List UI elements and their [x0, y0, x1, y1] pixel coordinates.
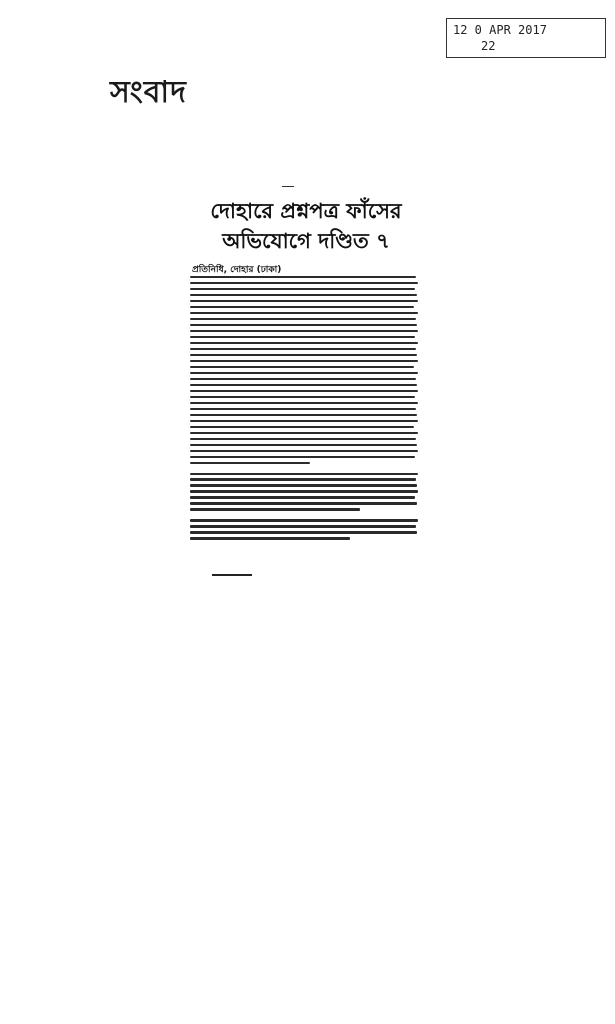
- text-line: [190, 537, 350, 539]
- text-line: [190, 473, 418, 475]
- text-line: [190, 276, 416, 278]
- text-line: [190, 312, 418, 314]
- text-line: [190, 294, 417, 296]
- text-line: [190, 324, 417, 326]
- text-line: [190, 318, 416, 320]
- text-line: [190, 384, 417, 386]
- text-line: [190, 288, 415, 290]
- top-divider: [282, 186, 294, 187]
- text-line: [190, 462, 310, 464]
- text-line: [190, 408, 416, 410]
- text-line: [190, 330, 418, 332]
- text-line: [190, 336, 415, 338]
- byline: প্রতিনিধি, দোহার (ঢাকা): [192, 262, 281, 278]
- text-line: [190, 342, 418, 344]
- text-line: [190, 484, 417, 486]
- text-line: [190, 282, 418, 284]
- text-line: [190, 354, 417, 356]
- text-line: [190, 414, 417, 416]
- headline-line-2: অভিযোগে দণ্ডিত ৭: [222, 228, 390, 253]
- text-line: [190, 300, 418, 302]
- newspaper-masthead: সংবাদ: [110, 75, 187, 110]
- text-line: [190, 450, 418, 452]
- text-line: [190, 438, 416, 440]
- text-line: [190, 525, 416, 527]
- text-line: [190, 306, 414, 308]
- text-line: [190, 402, 418, 404]
- text-line: [190, 502, 417, 504]
- text-line: [190, 396, 415, 398]
- text-line: [190, 426, 414, 428]
- text-line: [190, 432, 418, 434]
- text-line: [190, 456, 415, 458]
- text-line: [190, 444, 417, 446]
- text-line: [190, 478, 416, 480]
- text-line: [190, 360, 418, 362]
- text-line: [190, 496, 415, 498]
- news-clipping: [190, 186, 422, 582]
- stamp-date: 12 0 APR 2017: [453, 23, 547, 37]
- stamp-ref: 22: [481, 39, 496, 53]
- text-line: [190, 531, 417, 533]
- text-line: [190, 348, 416, 350]
- headline-line-1: দোহারে প্রশ্নপত্র ফাঁসের: [210, 198, 402, 223]
- text-line: [190, 420, 418, 422]
- date-stamp: [446, 18, 606, 58]
- text-line: [190, 372, 418, 374]
- end-rule: [212, 574, 252, 576]
- text-line: [190, 519, 418, 521]
- text-line: [190, 508, 360, 510]
- text-line: [190, 490, 418, 492]
- text-line: [190, 378, 416, 380]
- headline: [190, 196, 422, 256]
- text-line: [190, 390, 418, 392]
- text-line: [190, 366, 414, 368]
- article-body: [190, 276, 420, 543]
